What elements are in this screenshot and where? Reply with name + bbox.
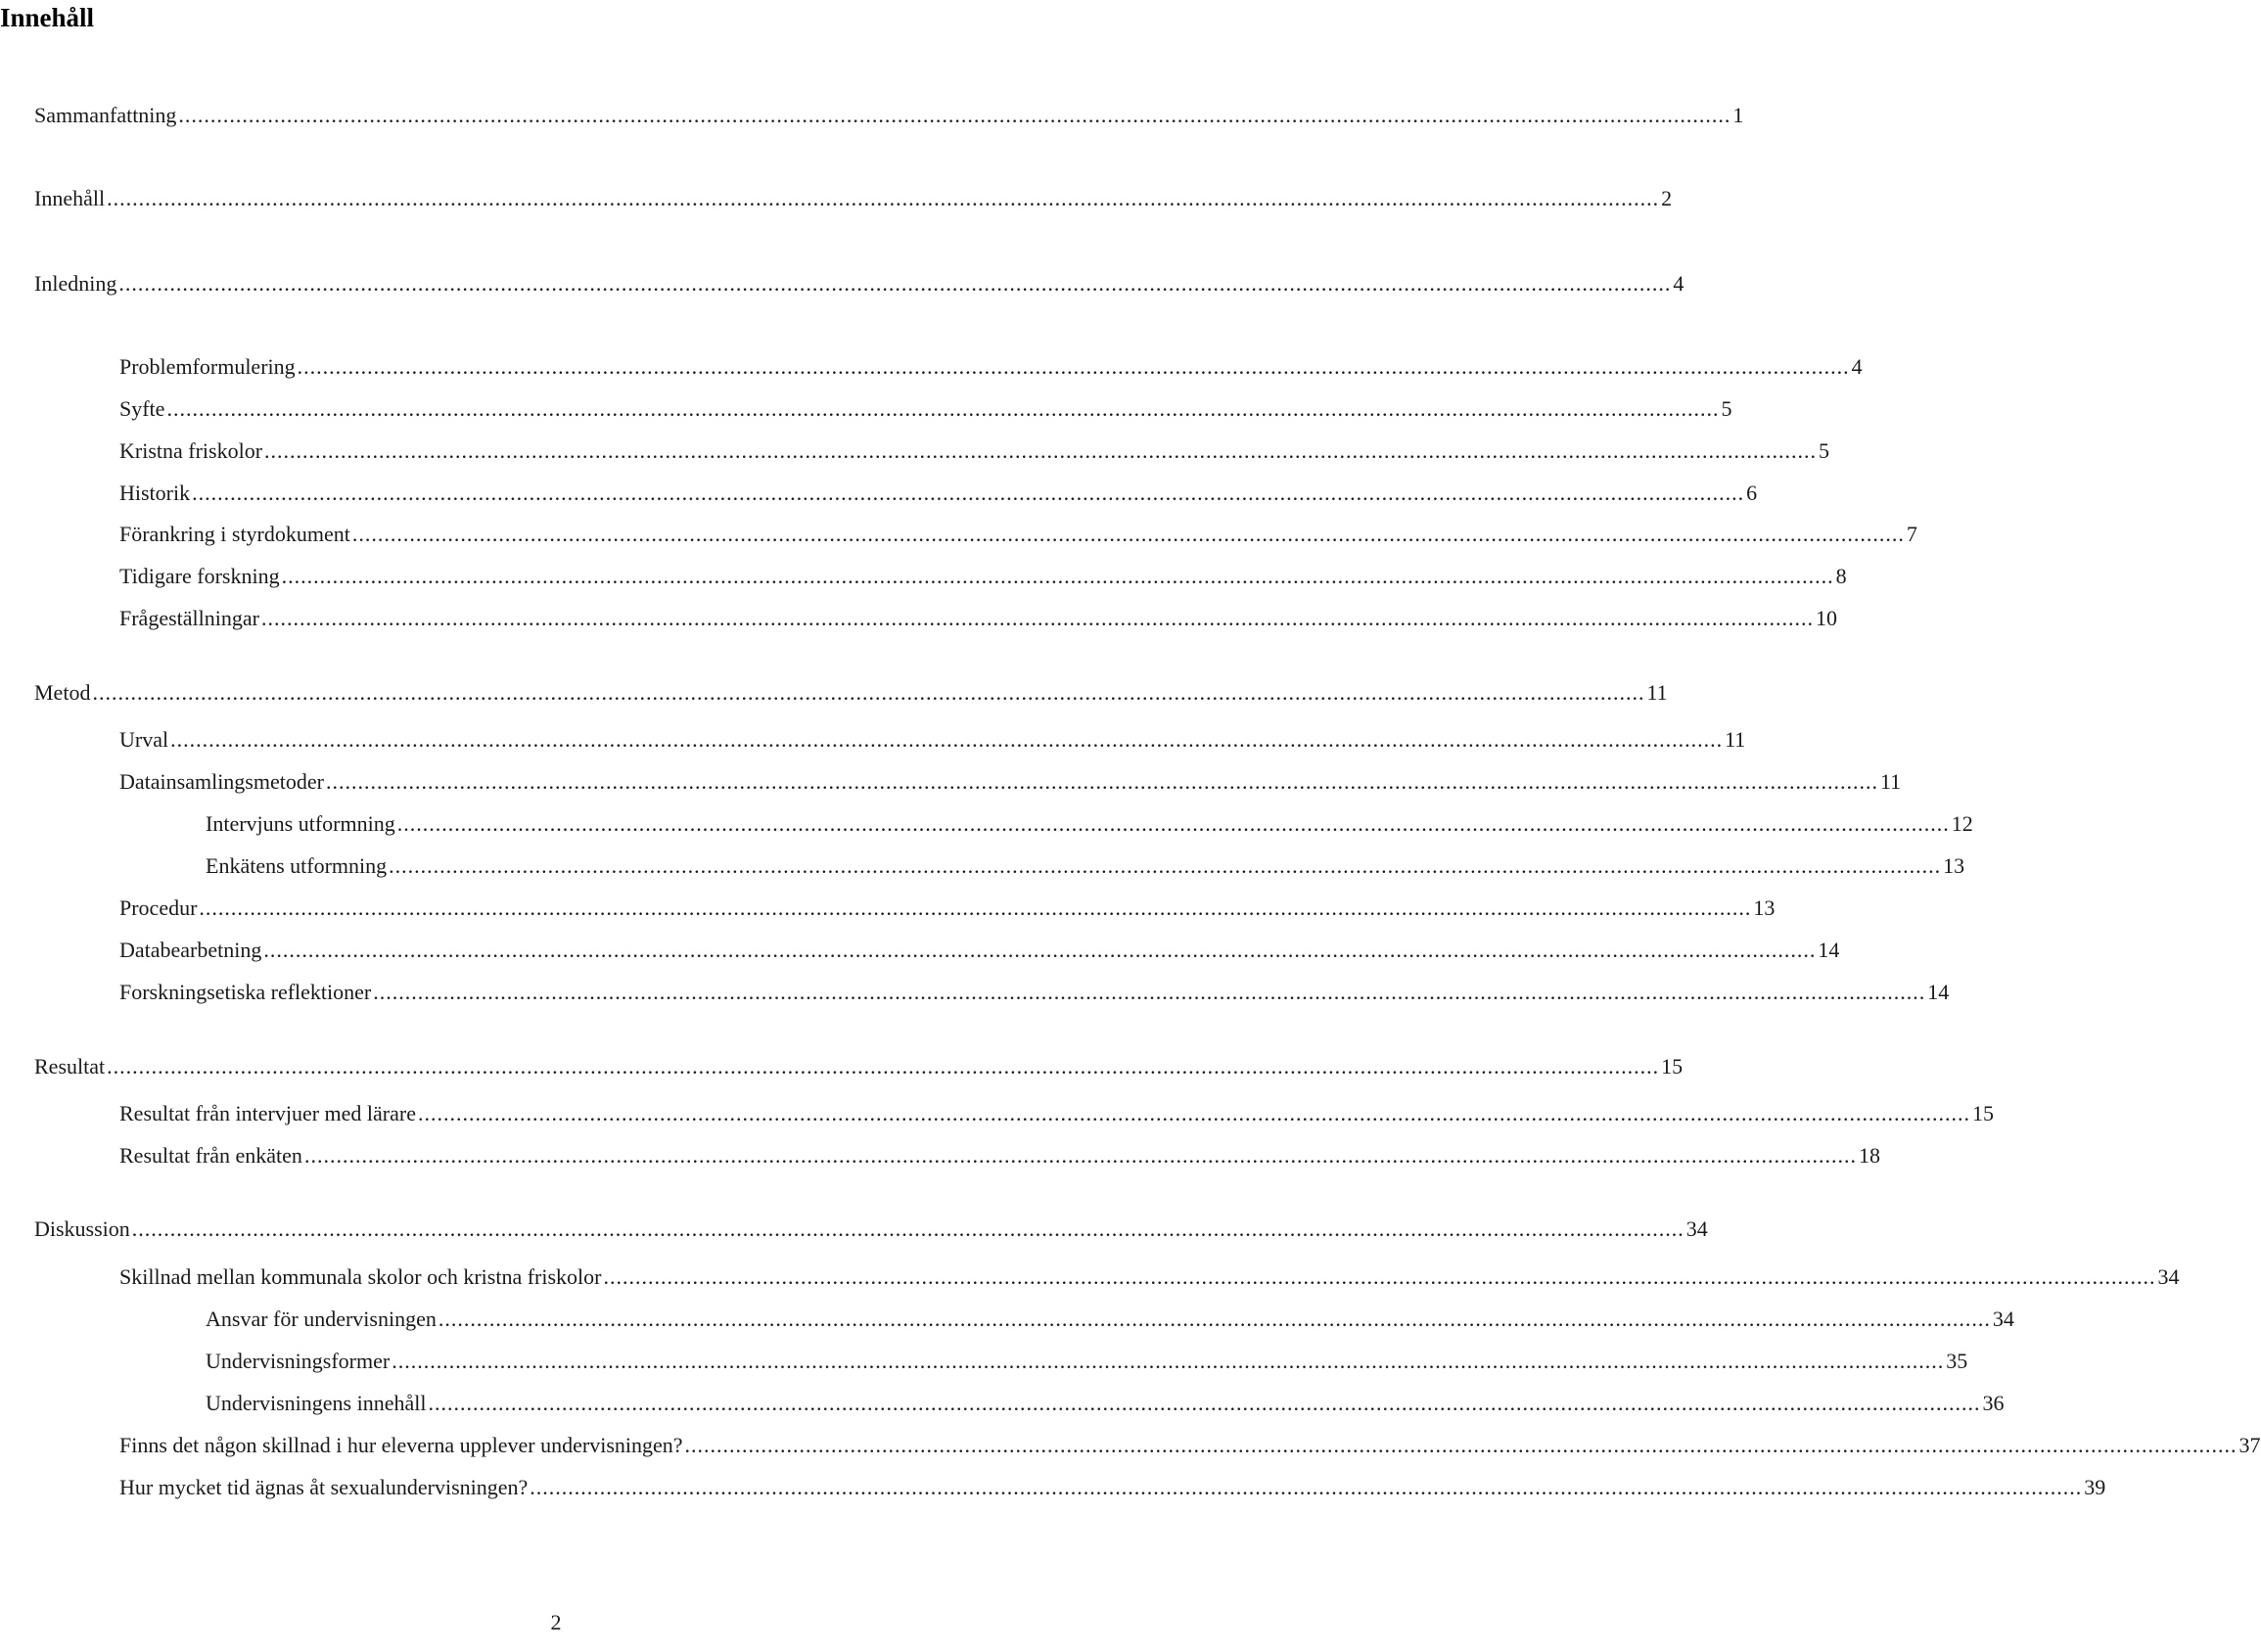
toc-dot-leader: .................................................................................................................................................................................................................................................... xyxy=(684,1433,2238,1457)
toc-entry-page: 11 xyxy=(1646,680,1668,705)
toc-entry-page: 1 xyxy=(1732,103,1744,127)
toc-dot-leader: .................................................................................................................................................................................................................................................... xyxy=(107,1054,1660,1078)
toc-entry[interactable] xyxy=(206,1305,2014,1334)
page-title: Innehåll xyxy=(0,3,95,32)
toc-entry[interactable] xyxy=(119,894,1776,923)
toc-entry[interactable] xyxy=(119,436,1830,466)
toc-entry-page: 37 xyxy=(2238,1433,2261,1457)
toc-entry-title: Tidigare forskning xyxy=(119,564,280,588)
toc-entry-page: 6 xyxy=(1746,481,1758,505)
toc-entry-page: 8 xyxy=(1835,564,1847,588)
toc-dot-leader: .................................................................................................................................................................................................................................................... xyxy=(389,853,1942,878)
toc-entry-title: Forskningsetiska reflektioner xyxy=(119,980,372,1004)
toc-dot-leader: .................................................................................................................................................................................................................................................... xyxy=(351,522,1905,546)
toc-entry-title: Historik xyxy=(119,481,191,505)
toc-entry-title: Diskussion xyxy=(34,1216,130,1241)
toc-entry-title: Inledning xyxy=(34,271,117,296)
toc-entry-page: 35 xyxy=(1946,1349,1968,1373)
toc-dot-leader: .................................................................................................................................................................................................................................................... xyxy=(264,438,1818,463)
toc-entry-page: 34 xyxy=(1685,1216,1708,1241)
toc-entry[interactable] xyxy=(34,1215,1708,1244)
toc-entry-title: Finns det någon skillnad i hur eleverna upplever undervisningen? xyxy=(119,1433,683,1457)
toc-dot-leader: .................................................................................................................................................................................................................................................... xyxy=(131,1216,1684,1241)
toc-entry-page: 34 xyxy=(1992,1307,2014,1331)
toc-entry-title: Resultat från intervjuer med lärare xyxy=(119,1101,416,1125)
toc-entry-title: Hur mycket tid ägnas åt sexualundervisningen? xyxy=(119,1475,529,1499)
toc-entry-page: 13 xyxy=(1753,895,1776,920)
toc-entry[interactable] xyxy=(206,851,1965,881)
toc-dot-leader: .................................................................................................................................................................................................................................................... xyxy=(428,1391,1981,1415)
toc-entry-page: 15 xyxy=(1661,1054,1684,1078)
toc-entry[interactable] xyxy=(34,269,1684,298)
toc-entry[interactable] xyxy=(119,1431,2261,1460)
toc-dot-leader: .................................................................................................................................................................................................................................................... xyxy=(325,769,1878,794)
toc-entry-page: 4 xyxy=(1673,271,1684,296)
toc-dot-leader: .................................................................................................................................................................................................................................................... xyxy=(530,1475,2083,1499)
toc-entry[interactable] xyxy=(119,562,1847,591)
toc-entry-page: 14 xyxy=(1927,980,1950,1004)
toc-entry-page: 39 xyxy=(2084,1475,2106,1499)
toc-dot-leader: .................................................................................................................................................................................................................................................... xyxy=(281,564,1834,588)
toc-dot-leader: .................................................................................................................................................................................................................................................... xyxy=(263,938,1817,962)
toc-entry-page: 2 xyxy=(1661,186,1673,210)
toc-entry-title: Undervisningens innehåll xyxy=(206,1391,427,1415)
toc-dot-leader: .................................................................................................................................................................................................................................................... xyxy=(438,1307,1991,1331)
toc-entry[interactable] xyxy=(119,394,1732,424)
toc-entry-title: Urval xyxy=(119,727,169,752)
toc-entry-title: Intervjuns utformning xyxy=(206,811,395,836)
toc-entry-title: Metod xyxy=(34,680,91,705)
page-number: 2 xyxy=(550,1610,562,1634)
toc-entry-page: 7 xyxy=(1906,522,1917,546)
toc-entry-title: Innehåll xyxy=(34,186,106,210)
toc-entry-page: 14 xyxy=(1818,938,1840,962)
toc-entry-page: 12 xyxy=(1951,811,1973,836)
toc-entry[interactable] xyxy=(119,479,1758,508)
toc-entry[interactable] xyxy=(119,1262,2180,1292)
toc-dot-leader: .................................................................................................................................................................................................................................................... xyxy=(199,895,1752,920)
toc-entry[interactable] xyxy=(119,1099,1994,1128)
toc-entry[interactable] xyxy=(119,604,1837,633)
toc-entry-title: Resultat från enkäten xyxy=(119,1143,302,1168)
toc-entry-title: Skillnad mellan kommunala skolor och kristna friskolor xyxy=(119,1264,602,1289)
toc-dot-leader: .................................................................................................................................................................................................................................................... xyxy=(373,980,1926,1004)
toc-entry-title: Databearbetning xyxy=(119,938,262,962)
toc-dot-leader: .................................................................................................................................................................................................................................................... xyxy=(417,1101,1970,1125)
toc-entry-page: 18 xyxy=(1858,1143,1880,1168)
toc-entry[interactable] xyxy=(34,101,1744,130)
toc-entry[interactable] xyxy=(119,767,1902,797)
toc-entry-title: Kristna friskolor xyxy=(119,438,263,463)
toc-dot-leader: .................................................................................................................................................................................................................................................... xyxy=(192,481,1745,505)
toc-entry-page: 36 xyxy=(1982,1391,2005,1415)
toc-entry-page: 5 xyxy=(1721,396,1732,421)
toc-entry-page: 5 xyxy=(1819,438,1830,463)
toc-entry[interactable] xyxy=(119,352,1863,382)
toc-entry-title: Förankring i styrdokument xyxy=(119,522,350,546)
toc-dot-leader: .................................................................................................................................................................................................................................................... xyxy=(603,1264,2156,1289)
toc-entry[interactable] xyxy=(206,809,1973,839)
toc-entry-page: 13 xyxy=(1943,853,1965,878)
toc-entry-title: Resultat xyxy=(34,1054,106,1078)
toc-dot-leader: .................................................................................................................................................................................................................................................... xyxy=(396,811,1950,836)
toc-entry-page: 15 xyxy=(1971,1101,1994,1125)
toc-entry-title: Frågeställningar xyxy=(119,606,259,630)
toc-entry-title: Undervisningsformer xyxy=(206,1349,391,1373)
toc-entry-title: Ansvar för undervisningen xyxy=(206,1307,437,1331)
toc-entry[interactable] xyxy=(119,978,1950,1007)
toc-entry[interactable] xyxy=(119,1141,1880,1170)
toc-entry-title: Sammanfattning xyxy=(34,103,177,127)
toc-entry[interactable] xyxy=(34,184,1673,213)
toc-entry[interactable] xyxy=(34,1052,1684,1081)
toc-entry-title: Procedur xyxy=(119,895,198,920)
toc-entry-title: Syfte xyxy=(119,396,165,421)
toc-dot-leader: .................................................................................................................................................................................................................................................... xyxy=(170,727,1724,752)
toc-entry-title: Problemformulering xyxy=(119,354,296,379)
toc-dot-leader: .................................................................................................................................................................................................................................................... xyxy=(118,271,1672,296)
toc-entry-page: 10 xyxy=(1815,606,1837,630)
toc-dot-leader: .................................................................................................................................................................................................................................................... xyxy=(297,354,1850,379)
toc-entry-title: Enkätens utformning xyxy=(206,853,388,878)
toc-entry[interactable] xyxy=(119,936,1840,965)
toc-dot-leader: .................................................................................................................................................................................................................................................... xyxy=(260,606,1814,630)
toc-dot-leader: .................................................................................................................................................................................................................................................... xyxy=(166,396,1720,421)
toc-entry-page: 34 xyxy=(2157,1264,2180,1289)
toc-dot-leader: .................................................................................................................................................................................................................................................... xyxy=(178,103,1731,127)
toc-entry[interactable] xyxy=(119,725,1746,755)
toc-entry-title: Datainsamlingsmetoder xyxy=(119,769,324,794)
toc-entry[interactable] xyxy=(34,678,1668,708)
toc-dot-leader: .................................................................................................................................................................................................................................................... xyxy=(303,1143,1857,1168)
toc-entry-page: 11 xyxy=(1879,769,1902,794)
toc-entry-page: 4 xyxy=(1851,354,1863,379)
toc-entry[interactable] xyxy=(119,520,1917,549)
toc-dot-leader: .................................................................................................................................................................................................................................................... xyxy=(392,1349,1945,1373)
toc-entry[interactable] xyxy=(206,1389,2005,1418)
toc-dot-leader: .................................................................................................................................................................................................................................................... xyxy=(92,680,1645,705)
toc-entry[interactable] xyxy=(206,1347,1968,1376)
toc-dot-leader: .................................................................................................................................................................................................................................................... xyxy=(107,186,1660,210)
toc-entry[interactable] xyxy=(119,1473,2106,1502)
toc-entry-page: 11 xyxy=(1725,727,1746,752)
